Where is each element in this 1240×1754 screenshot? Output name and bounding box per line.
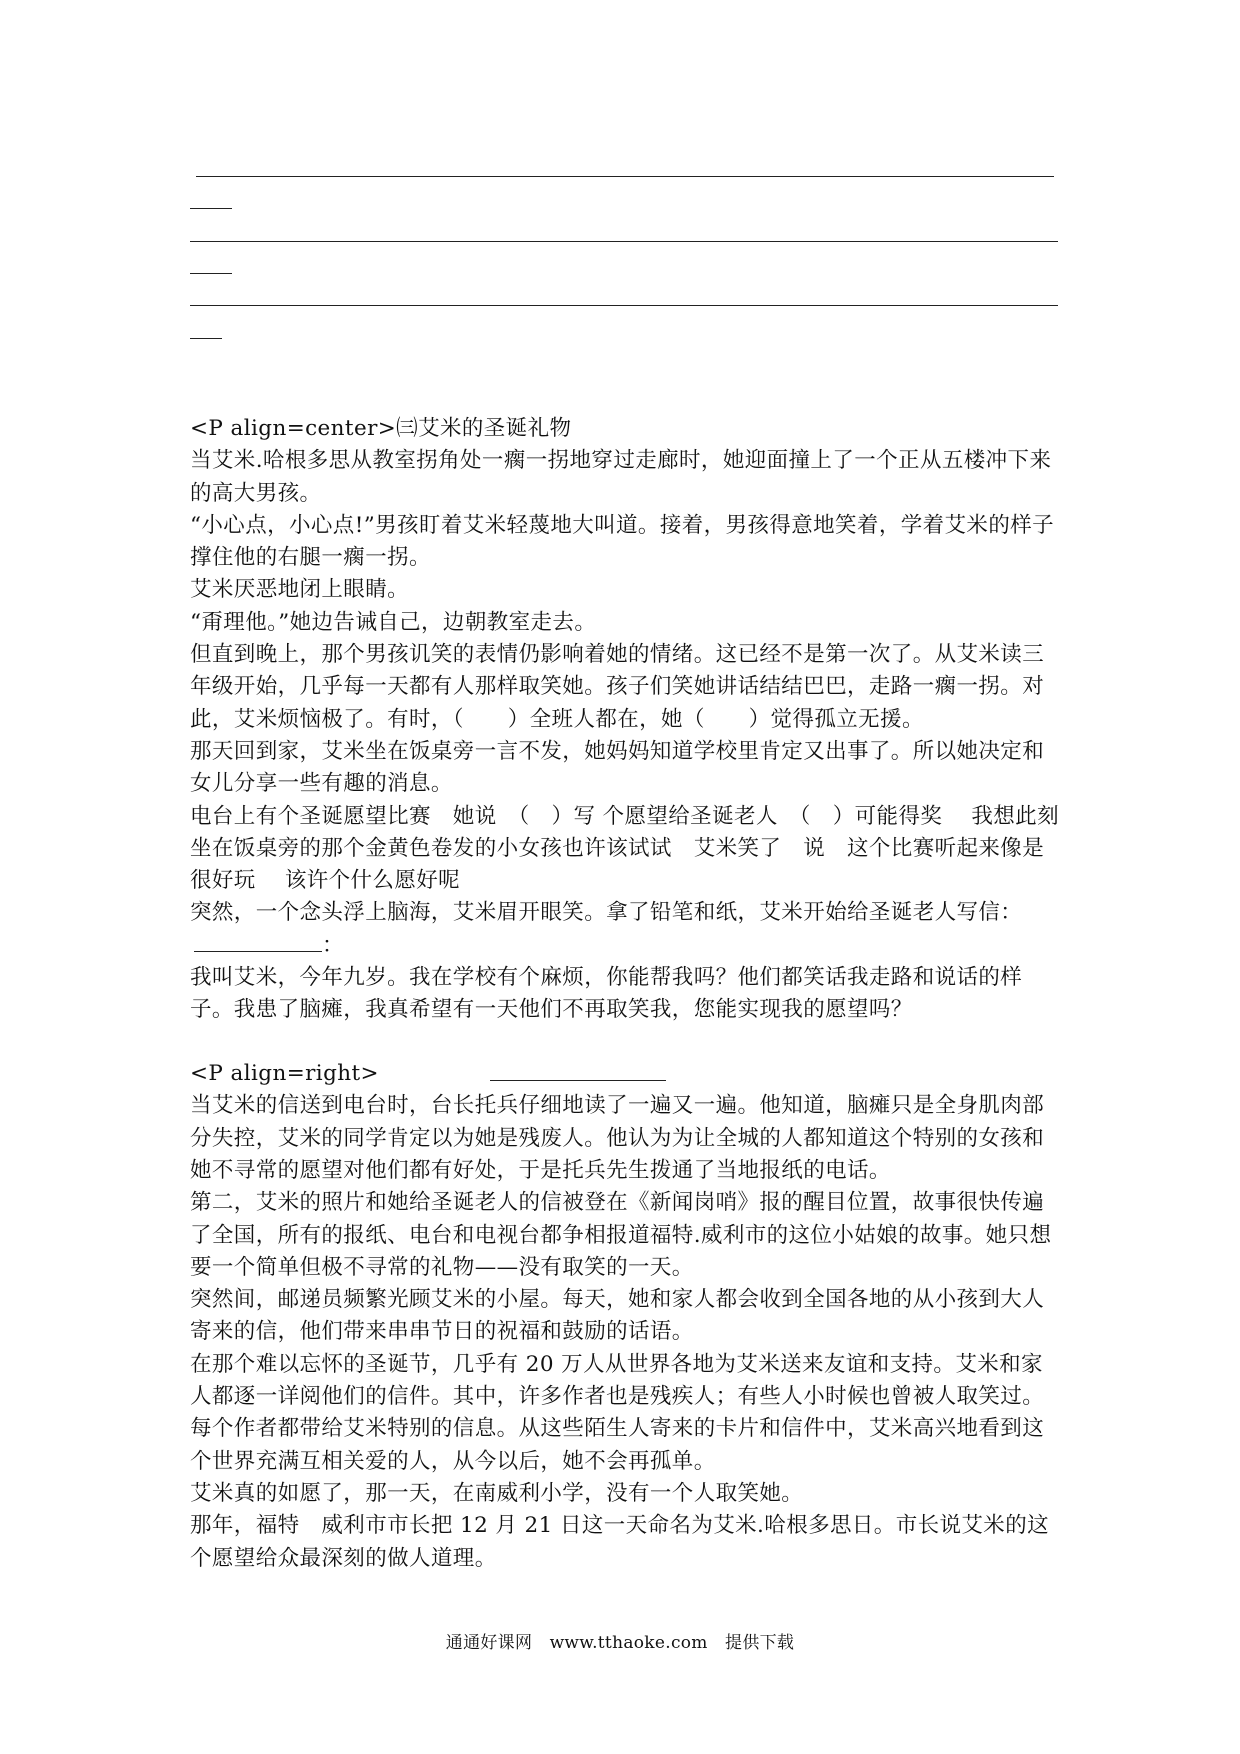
salutation-colon: ： [322, 932, 344, 958]
answer-line-2 [190, 241, 1058, 242]
paragraph: “小心点，小心点!”男孩盯着艾米轻蔑地大叫道。接着，男孩得意地笑着，学着艾米的样子撑住他的右腿一瘸一拐。 [190, 512, 1055, 571]
paragraph: “甭理他。”她边告诫自己，边朝教室走去。 [190, 609, 597, 635]
answer-line-3-tail [190, 338, 222, 339]
passage-heading: <P align=center>㈢艾米的圣诞礼物 [190, 416, 572, 441]
signature-blank [490, 1058, 666, 1081]
answer-line-2-tail [190, 273, 232, 274]
paragraph: 电台上有个圣诞愿望比赛 她说 （ ）写 个愿望给圣诞老人 （ ）可能得奖 我想此刻坐在饭桌旁的那个金黄色卷发的小女孩也许该试试 艾米笑了 说 这个比赛听起来像是很好玩 该许个什么愿好呢 [190, 803, 1059, 894]
paragraph: 第二，艾米的照片和她给圣诞老人的信被登在《新闻岗哨》报的醒目位置，故事很快传遍了全国，所有的报纸、电台和电视台都争相报道福特.威利市的这位小姑娘的故事。她只想要一个简单但极不寻常的礼物——没有取笑的一天。 [190, 1190, 1052, 1280]
answer-line-1-tail [190, 208, 232, 209]
letter-signature-row [190, 1058, 1060, 1090]
paragraph: 那天回到家，艾米坐在饭桌旁一言不发，她妈妈知道学校里肯定又出事了。所以她决定和女儿分享一些有趣的消息。 [190, 738, 1045, 797]
passage [190, 413, 1060, 1575]
paragraph: 那年，福特 威利市市长把 12 月 21 日这一天命名为艾米.哈根多思日。市长说艾米的这个愿望给众最深刻的做人道理。 [190, 1513, 1049, 1571]
paragraph: 当艾米.哈根多思从教室拐角处一瘸一拐地穿过走廊时，她迎面撞上了一个正从五楼冲下来的高大男孩。 [190, 448, 1052, 506]
letter-salutation [190, 930, 1060, 962]
answer-line-3 [190, 305, 1058, 306]
paragraph: 在那个难以忘怀的圣诞节，几乎有 20 万人从世界各地为艾米送来友谊和支持。艾米和家人都逐一详阅他们的信件。其中，许多作者也是残疾人；有些人小时候也曾被人取笑过。每个作者都带给艾米特别的信息。从这些陌生人寄来的卡片和信件中，艾米高兴地看到这个世界充满互相关爱的人，从今以后，她不会再孤单。 [190, 1351, 1045, 1474]
paragraph: 艾米厌恶地闭上眼睛。 [190, 577, 410, 603]
page-footer: 通通好课网 www.tthaoke.com 提供下载 [445, 1633, 795, 1653]
salutation-blank [194, 931, 322, 952]
paragraph: 艾米真的如愿了，那一天，在南威利小学，没有一个人取笑她。 [190, 1480, 804, 1506]
paragraph: 突然间，邮递员频繁光顾艾米的小屋。每天，她和家人都会收到全国各地的从小孩到大人寄来的信，他们带来串串节日的祝福和鼓励的话语。 [190, 1287, 1045, 1345]
paragraph: 当艾米的信送到电台时，台长托兵仔细地读了一遍又一遍。他知道，脑瘫只是全身肌肉部分失控，艾米的同学肯定以为她是残废人。他认为为让全城的人都知道这个特别的女孩和她不寻常的愿望对他们都有好处，于是托兵先生拨通了当地报纸的电话。 [190, 1093, 1045, 1183]
letter-body: 我叫艾米，今年九岁。我在学校有个麻烦，你能帮我吗？他们都笑话我走路和说话的样子。我患了脑瘫，我真希望有一天他们不再取笑我，您能实现我的愿望吗？ [190, 964, 1023, 1023]
answer-line-1 [196, 176, 1054, 177]
align-right-tag: <P align=right> [190, 1061, 379, 1087]
paragraph: 突然，一个念头浮上脑海，艾米眉开眼笑。拿了铅笔和纸，艾米开始给圣诞老人写信： [190, 900, 1023, 926]
paragraph: 但直到晚上，那个男孩讥笑的表情仍影响着她的情绪。这已经不是第一次了。从艾米读三年级开始，几乎每一天都有人那样取笑她。孩子们笑她讲话结结巴巴，走路一瘸一拐。对此，艾米烦恼极了。有时，（ ）全班人都在，她（ ）觉得孤立无援。 [190, 642, 1045, 732]
